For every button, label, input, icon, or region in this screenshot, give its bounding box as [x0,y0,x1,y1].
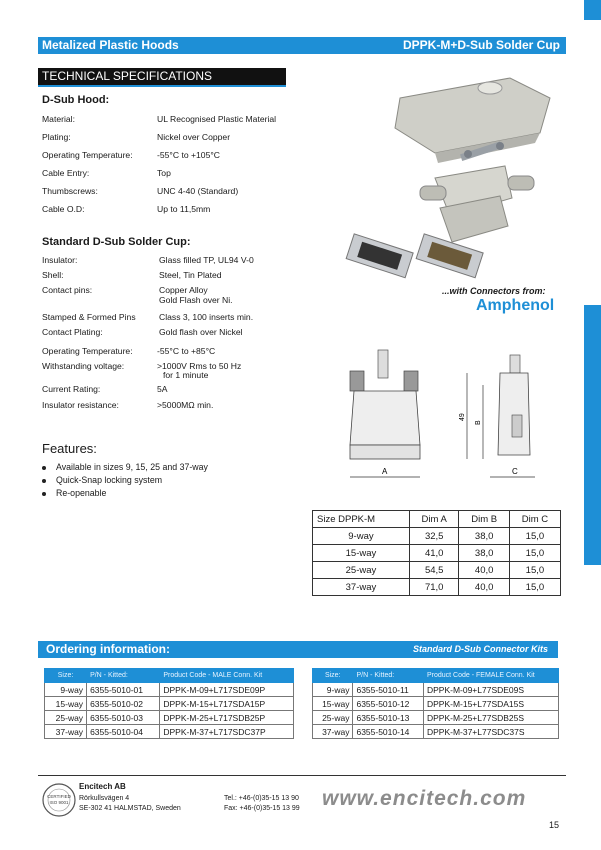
dims-cell: 25-way [313,562,410,579]
dims-cell: 37-way [313,579,410,596]
male-cell: DPPK-M-37+L717SDC37P [160,725,294,739]
header-bar [38,37,566,54]
feature-text: Available in sizes 9, 15, 25 and 37-way [56,462,208,472]
tech-specs-title: TECHNICAL SPECIFICATIONS [42,69,213,83]
footer-address-2: SE-302 41 HALMSTAD, Sweden [79,805,181,812]
female-header-cell: Product Code - FEMALE Conn. Kit [423,669,558,683]
female-cell: DPPK-M-09+L77SDE09S [423,683,558,697]
table-row [313,711,559,725]
table-row [313,545,561,562]
technical-drawing [340,345,545,495]
table-row [45,683,294,697]
svg-text:CERTIFIED: CERTIFIED [47,794,71,799]
spec-label: Operating Temperature: [42,346,133,356]
male-cell: 15-way [45,697,87,711]
table-row [313,683,559,697]
dim-label-b: B [475,420,482,425]
feature-item [42,488,106,498]
spec-value: UNC 4-40 (Standard) [157,186,239,196]
female-cell: DPPK-M-37+L77SDC37S [423,725,558,739]
spec-label: Cable O.D: [42,204,85,214]
male-cell: 9-way [45,683,87,697]
spec-label: Withstanding voltage: [42,361,125,371]
male-cell: 6355-5010-04 [87,725,160,739]
female-kit-table [312,668,559,739]
spec-value: >1000V Rms to 50 Hz [157,361,242,371]
table-row [313,725,559,739]
female-header-cell: Size: [313,669,353,683]
dsub-hood-title: D-Sub Hood: [42,94,110,106]
dims-cell: 15,0 [509,528,560,545]
feature-text: Re-openable [56,488,107,498]
spec-label: Insulator resistance: [42,400,119,410]
footer-tel: Tel.: +46-(0)35-15 13 90 [224,795,299,802]
table-row [313,697,559,711]
dims-cell: 38,0 [459,545,509,562]
right-edge-tab [584,0,601,850]
table-row [45,711,294,725]
spec-value: Up to 11,5mm [157,204,211,214]
screw-icon [464,150,472,158]
spec-label: Stamped & Formed Pins [42,312,136,322]
thumbscrew-left [350,371,364,391]
male-cell: 25-way [45,711,87,725]
female-cell: 6355-5010-11 [353,683,424,697]
side-cable-stub [510,355,520,373]
dim-label-a: A [382,467,388,476]
male-cell: 37-way [45,725,87,739]
male-cell: DPPK-M-15+L717SDA15P [160,697,294,711]
hood-front-flange [350,445,420,459]
spec-label: Contact Plating: [42,327,103,337]
dims-cell: 54,5 [409,562,459,579]
dimensions-table [312,510,561,596]
footer-website-link[interactable]: www.encitech.com [322,787,527,810]
spec-value: Copper Alloy [159,285,208,295]
dims-header-cell: Dim B [459,511,509,528]
ordering-bar [38,641,558,658]
male-header-cell: P/N - Kitted: [87,669,160,683]
spec-value: -55°C to +105°C [157,150,221,160]
dims-cell: 15,0 [509,562,560,579]
tab-block-middle [584,305,601,565]
female-header-row [313,669,559,683]
dims-header-cell: Dim C [509,511,560,528]
table-row [313,579,561,596]
feature-item [42,475,162,485]
table-row [45,725,294,739]
with-connectors-text: ...with Connectors from: [442,286,546,296]
svg-text:ISO 9001: ISO 9001 [49,800,69,805]
dims-header-cell: Size DPPK-M [313,511,410,528]
female-cell: 37-way [313,725,353,739]
dim-label-c: C [512,467,518,476]
side-latch [512,415,522,437]
ordering-subtitle: Standard D-Sub Connector Kits [412,644,548,654]
product-illustration [340,58,562,283]
hood-side-body [498,373,530,455]
page-number: 15 [549,820,560,830]
spec-label: Operating Temperature: [42,150,133,160]
dims-cell: 40,0 [459,579,509,596]
spec-value: Glass filled TP, UL94 V-0 [159,255,254,265]
tech-specs-bar [38,68,286,87]
header-right-title: DPPK-M+D-Sub Solder Cup [402,38,560,52]
spec-label: Contact pins: [42,285,93,295]
cable-entry [478,82,502,94]
bullet-icon [42,466,46,470]
female-cell: 25-way [313,711,353,725]
spec-value: >5000MΩ min. [157,400,214,410]
amphenol-brand: Amphenol [476,297,555,314]
spec-value: Nickel over Copper [157,132,231,142]
spec-label: Thumbscrews: [42,186,98,196]
spec-value-line2: for 1 minute [163,370,209,380]
table-row [313,562,561,579]
dims-header-row [313,511,561,528]
spec-value: 5A [157,384,168,394]
spec-value: -55°C to +85°C [157,346,216,356]
male-header-cell: Size: [45,669,87,683]
table-row [313,528,561,545]
male-cell: 6355-5010-01 [87,683,160,697]
dims-cell: 71,0 [409,579,459,596]
dims-cell: 9-way [313,528,410,545]
female-header-cell: P/N - Kitted: [353,669,424,683]
female-cell: 15-way [313,697,353,711]
spec-value: Gold flash over Nickel [159,327,243,337]
male-kit-table [44,668,294,739]
spec-value: Top [157,168,171,178]
screw-icon [496,142,504,150]
footer-company: Encitech AB [79,782,126,791]
male-cell: DPPK-M-25+L717SDB25P [160,711,294,725]
cable-stub [378,350,388,378]
spec-label: Insulator: [42,255,78,265]
certification-seal-icon [42,783,76,817]
female-cell: 6355-5010-12 [353,697,424,711]
male-header-cell: Product Code - MALE Conn. Kit [160,669,294,683]
bullet-icon [42,492,46,496]
spec-label: Current Rating: [42,384,101,394]
spec-value: Steel, Tin Plated [159,270,222,280]
spec-value-line2: Gold Flash over Ni. [159,295,233,305]
features-title: Features: [42,441,97,456]
solder-cup-title: Standard D-Sub Solder Cup: [42,236,191,248]
table-row [45,697,294,711]
footer-fax: Fax: +46-(0)35-15 13 99 [224,805,300,812]
spec-label: Material: [42,114,75,124]
spec-label: Shell: [42,270,64,280]
feature-text: Quick-Snap locking system [56,475,163,485]
spec-label: Cable Entry: [42,168,90,178]
dims-cell: 15,0 [509,579,560,596]
male-connector [416,234,483,278]
dims-cell: 41,0 [409,545,459,562]
dims-cell: 15,0 [509,545,560,562]
male-cell: 6355-5010-03 [87,711,160,725]
tab-block-top [584,0,601,20]
spec-label: Plating: [42,132,71,142]
dim-label-49: 49 [459,413,466,421]
dims-header-cell: Dim A [409,511,459,528]
dims-cell: 15-way [313,545,410,562]
male-header-row [45,669,294,683]
ordering-title: Ordering information: [46,642,170,656]
thumbscrew-icon [420,186,446,200]
spec-value: Class 3, 100 inserts min. [159,312,254,322]
male-cell: 6355-5010-02 [87,697,160,711]
header-left-title: Metalized Plastic Hoods [42,38,179,52]
female-cell: 9-way [313,683,353,697]
bullet-icon [42,479,46,483]
feature-item [42,462,208,472]
hood-front-body [350,391,420,445]
thumbscrew-right [404,371,418,391]
female-cell: DPPK-M-25+L77SDB25S [423,711,558,725]
spec-value: UL Recognised Plastic Material [157,114,277,124]
female-cell: 6355-5010-13 [353,711,424,725]
dims-cell: 32,5 [409,528,459,545]
female-connector [346,234,413,278]
dims-cell: 38,0 [459,528,509,545]
thumbscrew-icon [508,176,534,190]
female-cell: DPPK-M-15+L77SDA15S [423,697,558,711]
male-cell: DPPK-M-09+L717SDE09P [160,683,294,697]
footer-address-1: Rörkullsvägen 4 [79,795,130,802]
footer-divider [38,775,566,776]
dims-cell: 40,0 [459,562,509,579]
female-cell: 6355-5010-14 [353,725,424,739]
